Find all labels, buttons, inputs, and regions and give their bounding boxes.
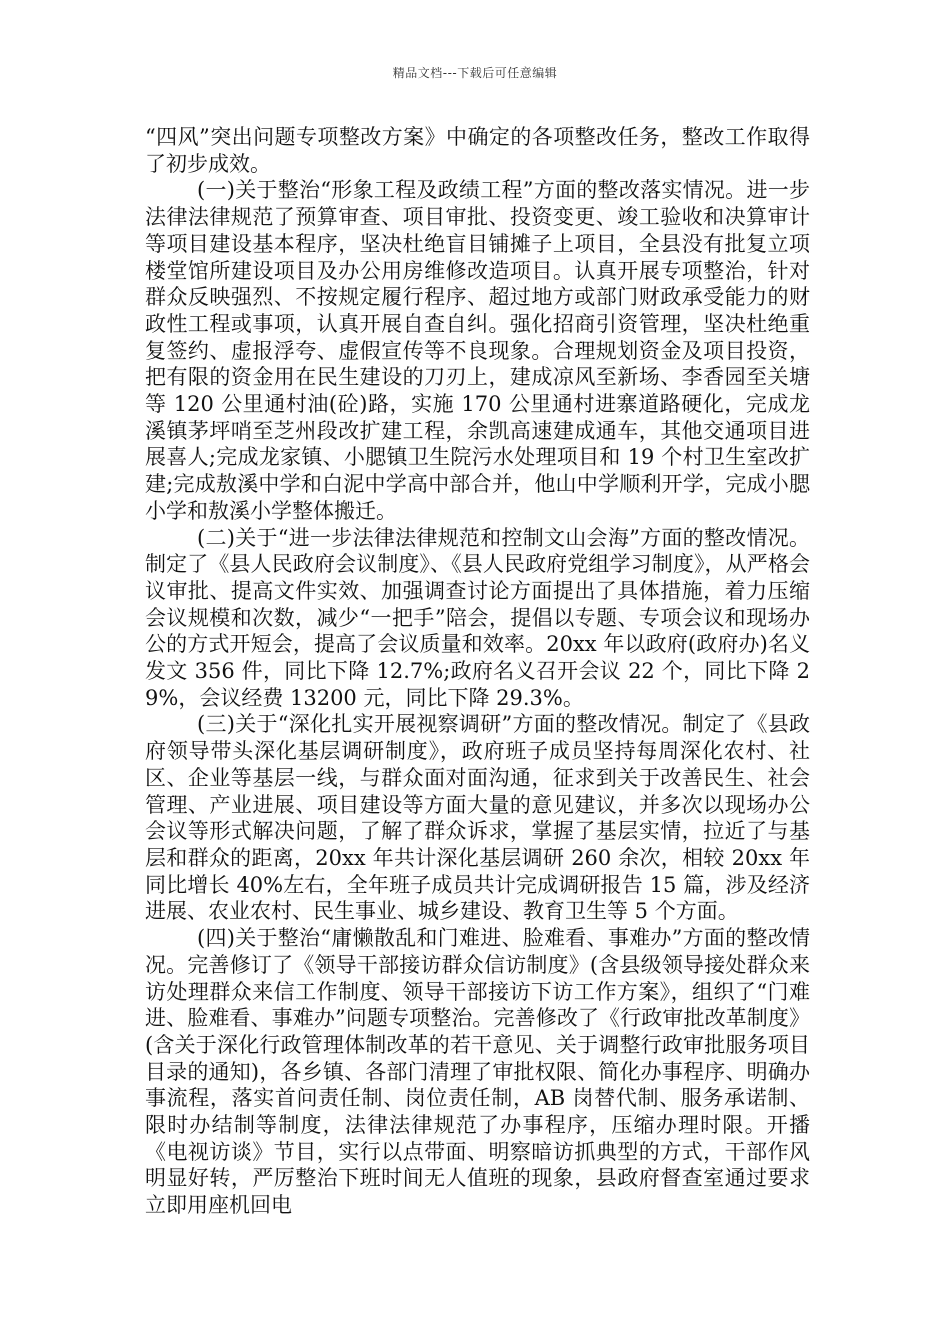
paragraph-intro: “四风”突出问题专项整改方案》中确定的各项整改任务，整改工作取得了初步成效。	[145, 125, 810, 176]
paragraph-section-2: (二)关于“进一步法律法律规范和控制文山会海”方面的整改情况。制定了《县人民政府会议制度》、《县人民政府党组学习制度》，从严格会议审批、提高文件实效、加强调查讨论方面提出了具体措施，着力压缩会议规模和次数，减少“一把手”陪会，提倡以专题、专项会议和现场办公的方式开短会，提高了会议质量和效率。20xx 年以政府(政府办)名义发文 356 件，同比下降 12.7%;政府名义召开会议 22 个，同比下降 29%，会议经费 13200 元，同比下降 29.3%。	[145, 525, 810, 710]
page-header: 精品文档---下载后可任意编辑	[392, 66, 558, 80]
paragraph-section-1: (一)关于整治“形象工程及政绩工程”方面的整改落实情况。进一步法律法律规范了预算审查、项目审批、投资变更、竣工验收和决算审计等项目建设基本程序，坚决杜绝盲目铺摊子上项目，全县没有批复立项楼堂馆所建设项目及办公用房维修改造项目。认真开展专项整治，针对群众反映强烈、不按规定履行程序、超过地方或部门财政承受能力的财政性工程或事项，认真开展自查自纠。强化招商引资管理，坚决杜绝重复签约、虚报浮夸、虚假宣传等不良现象。合理规划资金及项目投资，把有限的资金用在民生建设的刀刃上，建成凉风至新场、李香园至关塘等 120 公里通村油(砼)路，实施 170 公里通村进寨道路硬化，完成龙溪镇茅坪哨至芝州段改扩建工程，余凯高速建成通车，其他交通项目进展喜人;完成龙家镇、小腮镇卫生院污水处理项目和 19 个村卫生室改扩建;完成敖溪中学和白泥中学高中部合并，他山中学顺利开学，完成小腮小学和敖溪小学整体搬迁。	[145, 178, 810, 523]
paragraph-section-4: (四)关于整治“庸懒散乱和门难进、脸难看、事难办”方面的整改情况。完善修订了《领导干部接访群众信访制度》(含县级领导接处群众来访处理群众来信工作制度、领导干部接访下访工作方案》，组织了“门难进、脸难看、事难办”问题专项整治。完善修改了《行政审批改革制度》(含关于深化行政管理体制改革的若干意见、关于调整行政审批服务项目目录的通知)，各乡镇、各部门清理了审批权限、简化办事程序、明确办事流程，落实首问责任制、岗位责任制，AB 岗替代制、服务承诺制、限时办结制等制度，法律法律规范了办事程序，压缩办理时限。开播《电视访谈》节目，实行以点带面、明察暗访抓典型的方式，干部作风明显好转，严厉整治下班时间无人值班的现象，县政府督查室通过要求立即用座机回电	[145, 926, 810, 1218]
paragraph-section-3: (三)关于“深化扎实开展视察调研”方面的整改情况。制定了《县政府领导带头深化基层调研制度》，政府班子成员坚持每周深化农村、社区、企业等基层一线，与群众面对面沟通，征求到关于改善民生、社会管理、产业进展、项目建设等方面大量的意见建议，并多次以现场办公会议等形式解决问题，了解了群众诉求，掌握了基层实情，拉近了与基层和群众的距离，20xx 年共计深化基层调研 260 余次，相较 20xx 年同比增长 40%左右，全年班子成员共计完成调研报告 15 篇，涉及经济进展、农业农村、民生事业、城乡建设、教育卫生等 5 个方面。	[145, 712, 810, 924]
document-body	[145, 124, 810, 1219]
